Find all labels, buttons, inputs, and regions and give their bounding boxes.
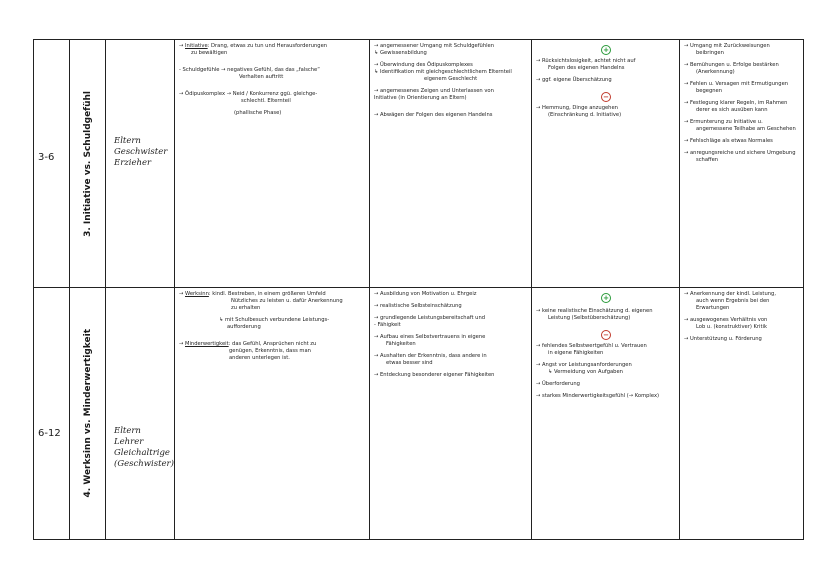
note-line: → ggf. eigene Überschätzung — [536, 77, 612, 83]
note-line: (Einschränkung d. Initiative) — [548, 112, 622, 118]
term-highlight: Minderwertigkeit — [185, 341, 229, 347]
note-line: → fehlendes Selbstwertgefühl u. Vertrauen — [536, 343, 647, 349]
note-line: → Werksinn: kindl. Bestreben, in einem größeren Umfeld — [179, 291, 326, 297]
plus-icon: + — [601, 293, 611, 303]
note-line: → Ermunterung zu Initiative u. — [684, 119, 763, 125]
note-line: → Minderwertigkeit: das Gefühl, Ansprüchen nicht zu — [179, 341, 317, 347]
note-line: → Hemmung, Dinge anzugehen — [536, 105, 618, 111]
age-cell — [34, 288, 70, 540]
note-line: Nützliches zu leisten u. dafür Anerkennung — [231, 298, 343, 304]
note-line: → Festlegung klarer Regeln, im Rahmen — [684, 100, 788, 106]
person-line: Gleichaltrige — [114, 448, 170, 458]
note-line: → Überforderung — [536, 381, 580, 387]
developmental-tasks-cell — [370, 288, 532, 540]
stage-title: 3. Initiative vs. Schuldgefühl — [82, 90, 93, 237]
note-line: ↳ mit Schulbesuch verbundene Leistungs- — [219, 317, 330, 323]
table-row — [34, 40, 804, 288]
conflict-description-cell — [175, 288, 370, 540]
note-line: → Aufbau eines Selbstvertrauens in eigene — [374, 334, 486, 340]
note-line: Folgen des eigenen Handelns — [548, 65, 625, 71]
note-line: → Angst vor Leistungsanforderungen — [536, 362, 632, 368]
note-line: → Bemühungen u. Erfolge bestärken — [684, 62, 779, 68]
age-label: 6-12 — [38, 428, 61, 439]
person-line: Eltern — [114, 136, 141, 146]
conflict-description-cell — [175, 40, 370, 288]
note-line: Verhalten auftritt — [239, 74, 284, 80]
note-line: Initiative (in Orientierung an Eltern) — [374, 95, 467, 101]
note-line: ↳ Identifikation mit gleichgeschlechtlichem Elternteil — [374, 69, 512, 75]
age-cell — [34, 40, 70, 288]
note-line: ↳ Vermeidung von Aufgaben — [548, 369, 623, 375]
note-line: → Ödipuskomplex → Neid / Konkurrenz ggü. gleichge- — [179, 91, 318, 97]
note-line: aufforderung — [227, 324, 261, 330]
note-line: → Ausbildung von Motivation u. Ehrgeiz — [374, 291, 477, 297]
note-line: → Fehlschläge als etwas Normales — [684, 138, 773, 144]
age-label: 3-6 — [38, 152, 55, 163]
person-line: Eltern — [114, 426, 141, 436]
note-line: angemessene Teilhabe am Geschehen — [696, 126, 796, 132]
note-line: genügen, Erkenntnis, dass man — [229, 348, 311, 354]
note-line: → Entdeckung besonderer eigener Fähigkeiten — [374, 372, 495, 378]
note-line: → realistische Selbsteinschätzung — [374, 303, 462, 309]
note-line: Leistung (Selbstüberschätzung) — [548, 315, 631, 321]
note-line: - Fähigkeit — [374, 322, 401, 328]
minus-icon: − — [601, 330, 611, 340]
note-line: in eigene Fähigkeiten — [548, 350, 604, 356]
note-line: eigenem Geschlecht — [424, 76, 478, 82]
note-line: → angemessenes Zeigen und Unterlassen von — [374, 88, 494, 94]
consequences-cell — [532, 288, 680, 540]
note-line: zu bewältigen — [191, 50, 228, 56]
note-line: beibringen — [696, 50, 724, 56]
note-line: zu erhalten — [231, 305, 261, 311]
note-line: → grundlegende Leistungsbereitschaft und — [374, 315, 486, 321]
stage-title: 4. Werksinn vs. Minderwertigkeit — [82, 329, 93, 498]
person-line: Lehrer — [114, 437, 144, 447]
note-line: → Aushalten der Erkenntnis, dass andere in — [374, 353, 487, 359]
note-line: schlechtl. Elternteil — [241, 98, 291, 104]
note-line: → Unterstützung u. Förderung — [684, 336, 762, 342]
note-line: auch wenn Ergebnis bei den — [696, 298, 770, 304]
note-line: Fähigkeiten — [386, 341, 416, 347]
note-line: → keine realistische Einschätzung d. eigenen — [536, 308, 653, 314]
term-highlight: Werksinn — [185, 291, 209, 297]
person-line: Geschwister — [114, 147, 168, 157]
note-line: → angemessener Umgang mit Schuldgefühlen — [374, 43, 495, 49]
person-line: (Geschwister) — [114, 459, 174, 469]
note-line: (Anerkennung) — [696, 69, 735, 75]
note-line: - Schuldgefühle → negatives Gefühl, das das „falsche“ — [179, 67, 320, 73]
note-line: begegnen — [696, 88, 723, 94]
note-line: → Rücksichtslosigkeit, achtet nicht auf — [536, 58, 636, 64]
note-line: → Überwindung des Ödipuskomplexes — [374, 62, 473, 68]
minus-icon: − — [601, 92, 611, 102]
note-line: Erwartungen — [696, 305, 730, 311]
note-line: schaffen — [696, 157, 719, 163]
table-row — [34, 288, 804, 540]
stage-cell — [70, 40, 106, 288]
note-line: derer es sich ausüben kann — [696, 107, 768, 113]
support-measures-cell — [680, 40, 804, 288]
note-line: → starkes Minderwertigkeitsgefühl (→ Komplex) — [536, 393, 660, 399]
person-line: Erzieher — [114, 158, 152, 168]
development-stages-table — [33, 39, 804, 540]
consequences-cell — [532, 40, 680, 288]
note-line: anderen unterlegen ist. — [229, 355, 290, 361]
note-line: etwas besser sind — [386, 360, 433, 366]
note-line: → ausgewogenes Verhältnis von — [684, 317, 768, 323]
note-line: → Umgang mit Zurückweisungen — [684, 43, 770, 49]
note-line: → anregungsreiche und sichere Umgebung — [684, 150, 796, 156]
note-line: → Fehlen u. Versagen mit Ermutigungen — [684, 81, 789, 87]
stage-cell — [70, 288, 106, 540]
term-highlight: Initiative — [185, 43, 208, 49]
note-line: Lob u. (konstruktiver) Kritik — [696, 324, 767, 330]
plus-icon: + — [601, 45, 611, 55]
persons-cell — [106, 288, 175, 540]
note-line: → Anerkennung der kindl. Leistung, — [684, 291, 776, 297]
note-line: ↳ Gewissensbildung — [374, 50, 427, 56]
note-line: → Initiative: Drang, etwas zu tun und Herausforderungen — [179, 43, 328, 49]
support-measures-cell — [680, 288, 804, 540]
note-line: (phallische Phase) — [234, 110, 282, 116]
developmental-tasks-cell — [370, 40, 532, 288]
persons-cell — [106, 40, 175, 288]
note-line: → Abwägen der Folgen des eigenen Handelns — [374, 112, 493, 118]
